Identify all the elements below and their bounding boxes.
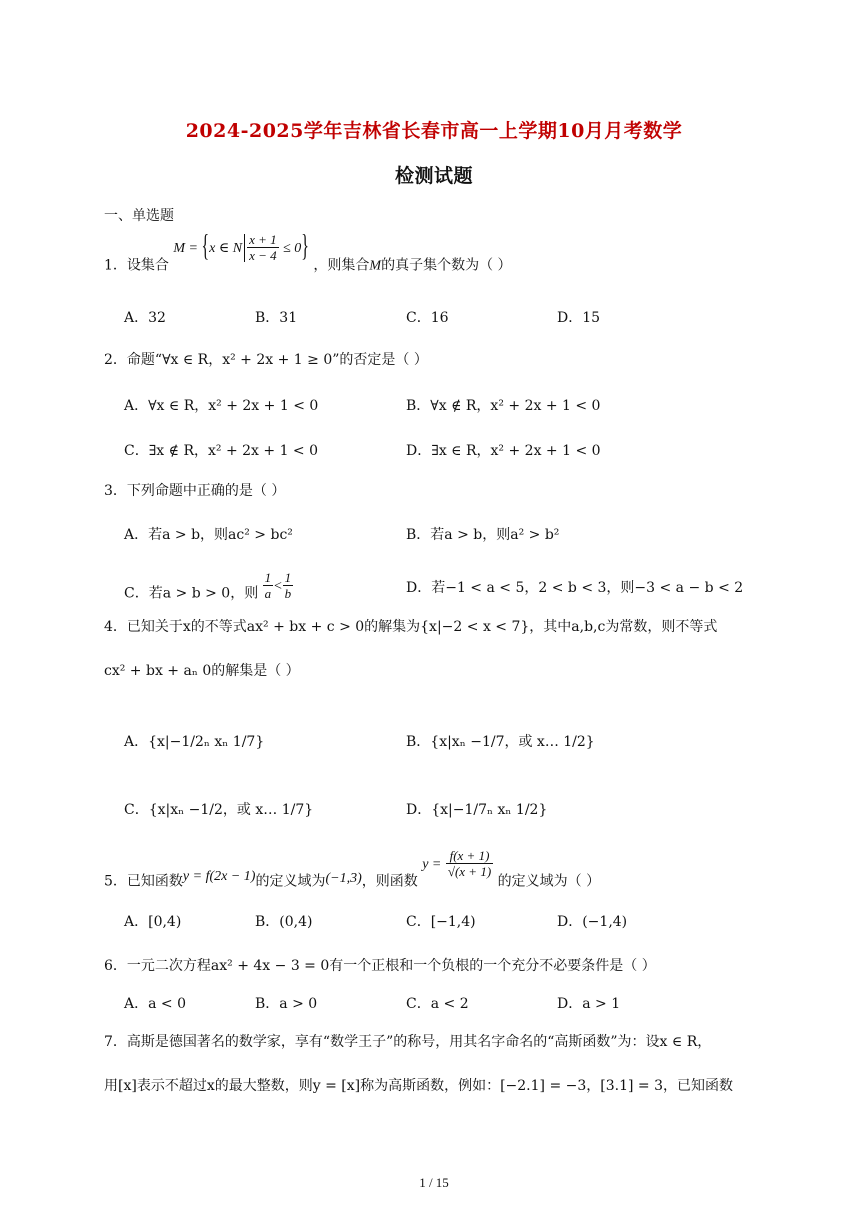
question-7-line-1: 7．高斯是德国著名的数学家，享有“数学王子”的称号，用其名字命名的“高斯函数”为：设x ∈ R， <box>104 1034 712 1050</box>
exam-title: 2024-2025学年吉林省长春市高一上学期10月月考数学 <box>185 120 683 142</box>
q3-option-d: D．若−1 < a < 5，2 < b < 3，则−3 < a − b < 2 <box>406 580 744 596</box>
q5-option-a: A．[0,4) <box>124 914 182 930</box>
q1-option-b: B．31 <box>255 310 298 326</box>
q5-option-b: B．(0,4) <box>255 914 313 930</box>
section-heading: 一、单选题 <box>104 208 174 224</box>
question-3: 3．下列命题中正确的是（ ） <box>104 483 286 499</box>
question-5: 5．已知函数y = f(2x − 1)的定义域为(−1,3)，则函数 y = $\frac{f(x + 1)}{√(x + 1)}$ 的定义域为（ ） <box>104 848 601 890</box>
q1-option-a: A．32 <box>124 310 166 326</box>
q6-option-d: D．a > 1 <box>557 996 621 1012</box>
q3-fraction-2: $\frac{1}{b}$ <box>284 570 292 601</box>
q2-option-b: B．∀x ∉ R，x² + 2x + 1 < 0 <box>406 398 601 414</box>
q1-lead: 1．设集合 <box>104 257 169 274</box>
q5-option-d: D．(−1,4) <box>557 914 628 930</box>
q2-option-d: D．∃x ∈ R，x² + 2x + 1 < 0 <box>406 443 601 459</box>
q1-option-c: C．16 <box>406 310 449 326</box>
question-1: 1．设集合 M = {x ∈ N $\frac{x + 1}{x - 4}$ ≤ 0} ，则集合M的真子集个数为（ ） <box>104 230 512 274</box>
q1-set-name: M = <box>173 240 202 256</box>
q4-option-d: D．{x|−1/7ₙ xₙ 1/2} <box>406 802 548 818</box>
q2-option-a: A．∀x ∈ R，x² + 2x + 1 < 0 <box>124 398 319 414</box>
q3-option-c: C．若a > b > 0，则 $\frac{1}{a}$ < $\frac{1}{b}$ <box>124 570 292 602</box>
q5-option-c: C．[−1,4) <box>406 914 476 930</box>
q5-fraction: $\frac{f(x + 1)}{√(x + 1)}$ <box>447 848 492 879</box>
q4-option-a: A．{x|−1/2ₙ xₙ 1/7} <box>124 734 265 750</box>
question-4-line-1: 4．已知关于x的不等式ax² + bx + c > 0的解集为{x|−2 < x < 7}，其中a,b,c为常数，则不等式 <box>104 619 718 635</box>
q2-option-c: C．∃x ∉ R，x² + 2x + 1 < 0 <box>124 443 319 459</box>
q4-option-b: B．{x|xₙ −1/7，或 x… 1/2} <box>406 734 595 750</box>
q6-option-b: B．a > 0 <box>255 996 318 1012</box>
q3-fraction-1: $\frac{1}{a}$ <box>264 570 272 601</box>
q6-option-c: C．a < 2 <box>406 996 469 1012</box>
q3-option-a: A．若a > b，则ac² > bc² <box>124 527 293 543</box>
question-6: 6．一元二次方程ax² + 4x − 3 = 0有一个正根和一个负根的一个充分不必要条件是（ ） <box>104 958 656 974</box>
question-2: 2．命题“∀x ∈ R，x² + 2x + 1 ≥ 0”的否定是（ ） <box>104 352 428 368</box>
exam-subtitle: 检测试题 <box>394 165 473 187</box>
q4-option-c: C．{x|xₙ −1/2，或 x… 1/7} <box>124 802 314 818</box>
q6-option-a: A．a < 0 <box>124 996 186 1012</box>
q1-fraction: $\frac{x + 1}{x - 4}$ <box>249 232 277 263</box>
q1-option-d: D．15 <box>557 310 601 326</box>
q3-option-b: B．若a > b，则a² > b² <box>406 527 560 543</box>
page-number: 1 / 15 <box>419 1175 449 1190</box>
q1-set-domain: x ∈ N <box>209 240 243 256</box>
question-7-line-2: 用[x]表示不超过x的最大整数，则y = [x]称为高斯函数，例如：[−2.1] = −3，[3.1] = 3，已知函数 <box>104 1078 733 1094</box>
q1-set-expression: {x ∈ N $\frac{x + 1}{x - 4}$ ≤ 0} <box>201 230 309 263</box>
question-4-line-2: cx² + bx + aₙ 0的解集是（ ） <box>104 663 300 679</box>
